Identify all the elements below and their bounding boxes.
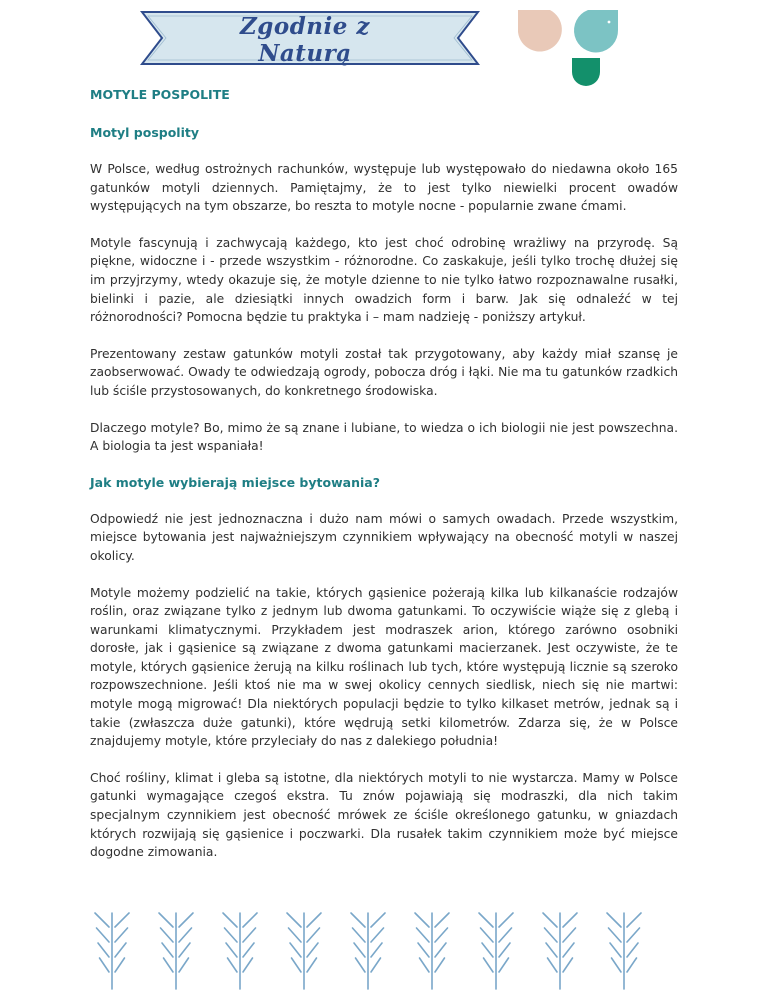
plant-sprig-icon (415, 913, 449, 989)
paragraph: Prezentowany zestaw gatunków motyli został tak przygotowany, aby każdy miał szansę je zaobserwować. Owady te odwiedzają ogrody, pobocza dróg i łąki. Nie ma tu gatunków rzadkich lub ściśle przystosowanych, do konkretnego środowiska. (90, 346, 678, 398)
plant-sprig-icon (543, 913, 577, 989)
plant-sprig-icon (351, 913, 385, 989)
paragraph: Choć rośliny, klimat i gleba są istotne, dla niektórych motyli to nie wystarcza. Mamy w Polsce gatunki wymagające czegoś ekstra. Tu znów pojawiają się modraszki, dla nich takim specjalnym czynnikiem jest obecność mrówek ze ściśle określonego gatunku, w gniazdach których rozwijają się gąsienice i poczwarki. Dla rusałek takim czynnikiem może być miejsce dogodne zimowania. (90, 770, 678, 860)
banner-title: Zgodnie z Naturą (240, 13, 370, 67)
paragraph: W Polsce, według ostrożnych rachunków, występuje lub występowało do niedawna około 165 gatunków motyli dziennych. Pamiętajmy, że to jest tylko niewielki procent owadów występujących na tym obszarze, bo reszta to motyle nocne - popularnie zwane ćmami. (90, 162, 678, 214)
footer-plant-decoration (90, 905, 690, 990)
paragraph: Odpowiedź nie jest jednoznaczna i dużo nam mówi o samych owadach. Przede wszystkim, miejsce bytowania jest najważniejszym czynnikiem wpływający na obecność motyli w naszej okolicy. (90, 511, 678, 563)
article (90, 86, 678, 880)
plant-sprig-icon (159, 913, 193, 989)
plant-sprig-icon (607, 913, 641, 989)
teal-bird-icon (574, 10, 618, 52)
green-bird-icon (572, 58, 600, 86)
plant-sprig-icon (223, 913, 257, 989)
plant-sprig-icon (95, 913, 129, 989)
section-heading-habitat: Jak motyle wybierają miejsce bytowania? (90, 474, 380, 490)
plant-sprig-icon (479, 913, 513, 989)
section-heading-common-butterfly: Motyl pospolity (90, 125, 199, 140)
paragraph: Dlaczego motyle? Bo, mimo że są znane i lubiane, to wiedza o ich biologii nie jest powszechna. A biologia ta jest wspaniała! (90, 420, 678, 454)
peach-bird-icon (518, 10, 562, 52)
article-title: MOTYLE POSPOLITE (90, 87, 230, 102)
page-header (0, 0, 768, 90)
paragraph: Motyle fascynują i zachwycają każdego, kto jest choć odrobinę wrażliwy na przyrodę. Są piękne, widoczne i - przede wszystkim - różnorodne. Co zaskakuje, jeśli tylko trochę dłużej się im przyjrzymy, wtedy okazuje się, że motyle dzienne to nie tylko łatwo rozpoznawalne rusałki, bielinki i pazie, ale dziesiątki innych owadzich form i barw. Jak się odnaleźć w tej różnorodności? Pomocna będzie tu praktyka i – mam nadzieję - poniższy artykuł. (90, 235, 678, 325)
paragraph: Motyle możemy podzielić na takie, których gąsienice pożerają kilka lub kilkanaście rodzajów roślin, oraz związane tylko z jednym lub dwoma gatunkami. To oczywiście wiąże się z glebą i warunkami klimatycznymi. Przykładem jest modraszek arion, którego zarówno osobniki dorosłe, jak i gąsienice są związane z dwoma gatunkami macierzanek. Jest oczywiste, że te motyle, których gąsienice żerują na kilku roślinach lub tych, które występują licznie są szeroko rozpowszechnione. Jeśli ktoś nie ma w swej okolicy cennych siedlisk, niech się nie martwi: motyle mogą migrować! Dla niektórych populacji będzie to tylko kilkaset metrów, jednak są i takie (zwłaszcza duże gatunki), które wędrują setki kilometrów. Zdarza się, że w Polsce znajdujemy motyle, które przyleciały do nas z dalekiego południa! (90, 585, 678, 749)
plant-sprig-icon (287, 913, 321, 989)
bird-decoration (510, 6, 620, 88)
